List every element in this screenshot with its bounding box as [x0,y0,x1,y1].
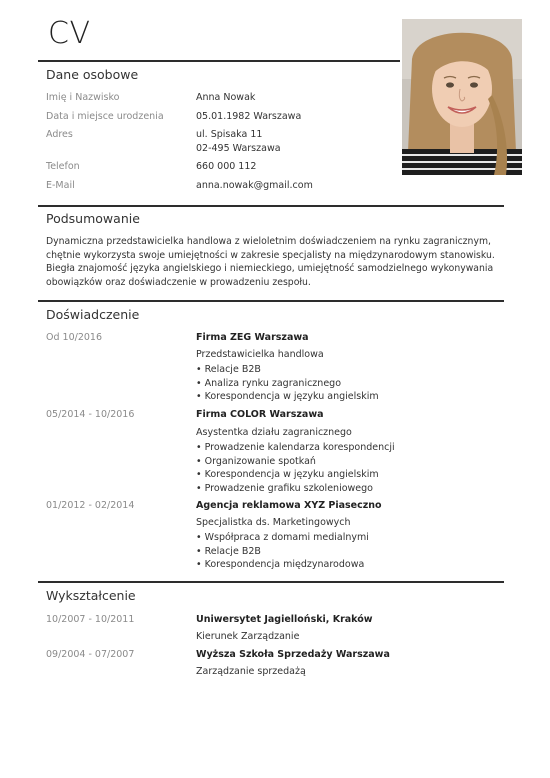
job-position: Specjalistka ds. Marketingowych [196,517,351,528]
cv-title: CV [48,16,91,51]
duty-item: • Relacje B2B [196,363,379,377]
duty-item: • Korespondencja międzynarodowa [196,558,369,572]
duty-item: • Korespondencja w języku angielskim [196,390,379,404]
duty-item: • Relacje B2B [196,545,369,559]
education-field: Zarządzanie sprzedażą [196,666,306,677]
birth-value: 05.01.1982 Warszawa [196,111,302,122]
email-label: E-Mail [46,180,75,191]
duty-item: • Współpraca z domami medialnymi [196,531,369,545]
duty-item: • Prowadzenie kalendarza korespondencji [196,441,395,455]
email-value[interactable]: anna.nowak@gmail.com [196,180,313,191]
job-duties [196,531,369,572]
address-line1: ul. Spisaka 11 [196,129,263,140]
education-school: Uniwersytet Jagielloński, Kraków [196,614,373,625]
job-duties [196,363,379,404]
duty-item: • Organizowanie spotkań [196,455,395,469]
phone-value: 660 000 112 [196,161,257,172]
education-field: Kierunek Zarządzanie [196,631,300,642]
section-title-experience: Doświadczenie [46,307,140,322]
education-dates: 10/2007 - 10/2011 [46,614,135,625]
summary-text: Dynamiczna przedstawicielka handlowa z wieloletnim doświadczeniem na rynku zagranicznym, chętnie wykorzysta swoje umiejętności w zakresie specjalisty na międzynarodowym stanowisku. Biegła znajomość języka angielskiego i niemieckiego, umiejętność samodzielnego wykonywania obowiązków oraz doświadczenie w prowadzeniu zespołu. [46,236,495,288]
education-school: Wyższa Szkoła Sprzedaży Warszawa [196,649,390,660]
address-label: Adres [46,129,73,140]
section-divider [38,581,504,583]
section-divider [38,300,504,302]
section-title-personal: Dane osobowe [46,67,139,82]
duty-item: • Korespondencja w języku angielskim [196,468,395,482]
job-position: Asystentka działu zagranicznego [196,427,352,438]
education-dates: 09/2004 - 07/2007 [46,649,135,660]
section-title-summary: Podsumowanie [46,211,140,226]
job-position: Przedstawicielka handlowa [196,349,324,360]
job-company: Agencja reklamowa XYZ Piaseczno [196,500,382,511]
name-label: Imię i Nazwisko [46,92,120,103]
section-divider [38,205,504,207]
job-company: Firma ZEG Warszawa [196,332,309,343]
job-dates: 01/2012 - 02/2014 [46,500,135,511]
name-value: Anna Nowak [196,92,256,103]
profile-photo [402,19,522,175]
phone-label: Telefon [46,161,80,172]
job-duties [196,441,395,495]
birth-label: Data i miejsce urodzenia [46,111,164,122]
job-dates: Od 10/2016 [46,332,102,343]
job-dates: 05/2014 - 10/2016 [46,409,135,420]
duty-item: • Prowadzenie grafiku szkoleniowego [196,482,395,496]
section-title-education: Wykształcenie [46,588,136,603]
section-divider [38,60,400,62]
address-line2: 02-495 Warszawa [196,143,281,154]
duty-item: • Analiza rynku zagranicznego [196,377,379,391]
job-company: Firma COLOR Warszawa [196,409,324,420]
